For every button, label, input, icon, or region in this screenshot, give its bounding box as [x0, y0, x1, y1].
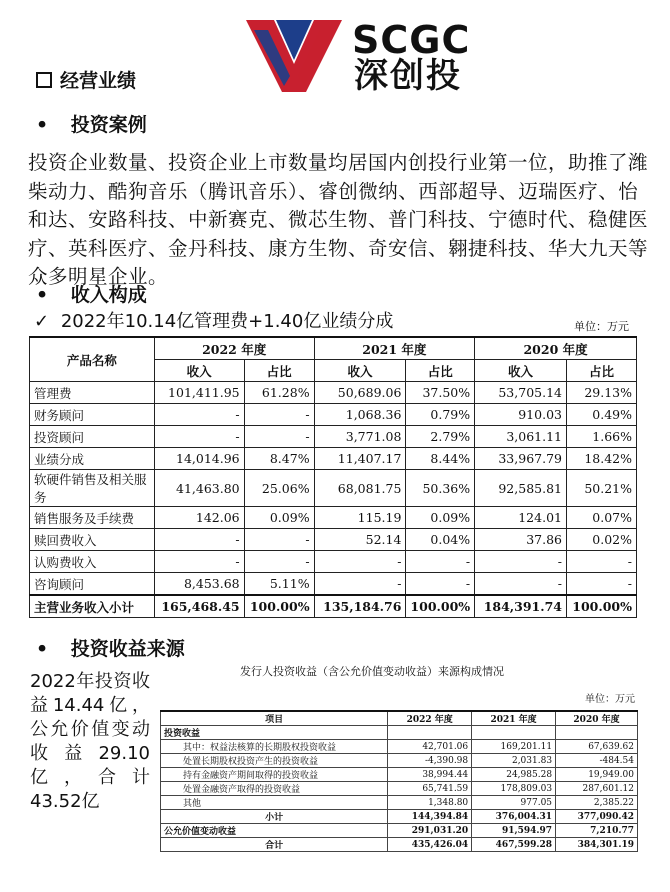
revenue-summary-line	[34, 307, 393, 333]
section-label: 投资收益	[161, 726, 388, 740]
cell: 50,689.06	[314, 382, 406, 404]
investment-unit: 单位：万元	[585, 694, 635, 705]
investment-table-caption: 发行人投资收益（含公允价值变动收益）来源构成情况	[240, 665, 504, 678]
year-2020: 2020 年度	[475, 337, 637, 360]
cell: 50.21%	[566, 470, 636, 507]
revenue-table	[29, 336, 637, 618]
row-label: 软硬件销售及相关服务	[30, 470, 155, 507]
cell	[472, 726, 556, 740]
cell: 0.02%	[566, 529, 636, 551]
cell: -4,390.98	[388, 754, 472, 768]
row-label: 认购费收入	[30, 551, 155, 573]
year-2021: 2021 年度	[314, 337, 475, 360]
cell: -	[475, 551, 567, 573]
row-label: 赎回费收入	[30, 529, 155, 551]
cell: -	[244, 529, 314, 551]
table-row	[30, 470, 637, 507]
cell: 376,004.31	[472, 810, 556, 824]
table-row	[161, 740, 638, 754]
row-label: 小计	[161, 810, 388, 824]
cell: 8.47%	[244, 448, 314, 470]
cell: 0.09%	[244, 507, 314, 529]
cell: 100.00%	[406, 595, 475, 618]
cell: 101,411.95	[154, 382, 244, 404]
cell: 37.50%	[406, 382, 475, 404]
row-label: 业绩分成	[30, 448, 155, 470]
cell: -	[154, 404, 244, 426]
row-label: 合计	[161, 838, 388, 852]
cell: 7,210.77	[556, 824, 638, 838]
cell: 91,594.97	[472, 824, 556, 838]
row-label: 投资顾问	[30, 426, 155, 448]
checkbox-square-icon	[36, 72, 52, 88]
cell: 0.49%	[566, 404, 636, 426]
row-label: 财务顾问	[30, 404, 155, 426]
cell: 165,468.45	[154, 595, 244, 618]
table-row	[30, 573, 637, 596]
table-total-row	[30, 595, 637, 618]
subheading-investment-cases	[36, 110, 147, 137]
bullet-icon: •	[36, 114, 49, 136]
subheading-text: 投资案例	[70, 114, 147, 136]
cell: 50.36%	[406, 470, 475, 507]
row-label: 管理费	[30, 382, 155, 404]
row-label: 持有金融资产期间取得的投资收益	[161, 768, 388, 782]
cell: 1.66%	[566, 426, 636, 448]
cell: 3,061.11	[475, 426, 567, 448]
cell: 14,014.96	[154, 448, 244, 470]
cell: 169,201.11	[472, 740, 556, 754]
cell: 24,985.28	[472, 768, 556, 782]
section-title-text: 经营业绩	[60, 70, 137, 92]
cell: 53,705.14	[475, 382, 567, 404]
cell: -	[314, 573, 406, 596]
row-label: 公允价值变动收益	[161, 824, 388, 838]
table-row	[161, 782, 638, 796]
cell	[388, 726, 472, 740]
cell: 18.42%	[566, 448, 636, 470]
subheading-text: 收入构成	[70, 284, 147, 306]
investment-income-table	[160, 710, 638, 852]
cell: 1,068.36	[314, 404, 406, 426]
cell: 29.13%	[566, 382, 636, 404]
cell: 33,967.79	[475, 448, 567, 470]
subheading-investment-income	[36, 634, 185, 661]
cell: 0.09%	[406, 507, 475, 529]
year-2022: 2022 年度	[154, 337, 314, 360]
cell: -	[475, 573, 567, 596]
col-income: 收入	[314, 360, 406, 382]
cell: 377,090.42	[556, 810, 638, 824]
cell: -	[244, 426, 314, 448]
logo-text-cn: 深创投	[354, 56, 462, 96]
scgc-logo-icon	[246, 20, 342, 92]
cell: -	[154, 426, 244, 448]
fair-value-row	[161, 824, 638, 838]
cell: 977.05	[472, 796, 556, 810]
col-share: 占比	[244, 360, 314, 382]
cell: 8,453.68	[154, 573, 244, 596]
section-title	[36, 66, 136, 93]
cell: 287,601.12	[556, 782, 638, 796]
col-share: 占比	[566, 360, 636, 382]
cell: 67,639.62	[556, 740, 638, 754]
cell: -	[154, 529, 244, 551]
col-income: 收入	[154, 360, 244, 382]
cell: 100.00%	[244, 595, 314, 618]
col-share: 占比	[406, 360, 475, 382]
col-2022: 2022 年度	[388, 711, 472, 726]
cell: 52.14	[314, 529, 406, 551]
cell: 8.44%	[406, 448, 475, 470]
cell: 42,701.06	[388, 740, 472, 754]
cell: 467,599.28	[472, 838, 556, 852]
cell: 0.07%	[566, 507, 636, 529]
investment-cases-paragraph: 投资企业数量、投资企业上市数量均居国内创投行业第一位，助推了潍柴动力、酷狗音乐（腾讯音乐）、睿创微纳、西部超导、迈瑞医疗、怡和达、安路科技、中新赛克、微芯生物、普门科技、宁德时代、稳健医疗、英科医疗、金丹科技、康方生物、奇安信、翱捷科技、华大九天等众多明星企业。	[28, 151, 649, 288]
cell: 135,184.76	[314, 595, 406, 618]
cell: 68,081.75	[314, 470, 406, 507]
row-label: 主营业务收入小计	[30, 595, 155, 618]
table-row	[161, 726, 638, 740]
cell: 184,391.74	[475, 595, 567, 618]
revenue-summary-text: 2022年10.14亿管理费+1.40亿业绩分成	[60, 311, 394, 332]
cell: 384,301.19	[556, 838, 638, 852]
col-income: 收入	[475, 360, 567, 382]
subtotal-row	[161, 810, 638, 824]
cell: 92,585.81	[475, 470, 567, 507]
subheading-revenue	[36, 280, 147, 307]
cell: -	[566, 551, 636, 573]
cell	[556, 726, 638, 740]
table-row	[30, 448, 637, 470]
subheading-text: 投资收益来源	[70, 638, 185, 660]
cell: 38,994.44	[388, 768, 472, 782]
cell: -	[314, 551, 406, 573]
cell: 435,426.04	[388, 838, 472, 852]
table-row	[30, 382, 637, 404]
table-row	[30, 507, 637, 529]
table-row	[30, 529, 637, 551]
cell: 5.11%	[244, 573, 314, 596]
row-label: 处置金融资产取得的投资收益	[161, 782, 388, 796]
logo-text-en: SCGC	[352, 18, 471, 62]
row-label: 销售服务及手续费	[30, 507, 155, 529]
row-label: 咨询顾问	[30, 573, 155, 596]
cell: 910.03	[475, 404, 567, 426]
cell: 19,949.00	[556, 768, 638, 782]
cell: -	[244, 551, 314, 573]
table-row	[30, 426, 637, 448]
table-row	[30, 551, 637, 573]
cell: 144,394.84	[388, 810, 472, 824]
cell: 100.00%	[566, 595, 636, 618]
cell: 124.01	[475, 507, 567, 529]
table-row	[30, 404, 637, 426]
cell: -	[244, 404, 314, 426]
row-label: 其他	[161, 796, 388, 810]
cell: 115.19	[314, 507, 406, 529]
cell: -	[566, 573, 636, 596]
cell: 37.86	[475, 529, 567, 551]
cell: 2,031.83	[472, 754, 556, 768]
bullet-icon: •	[36, 284, 49, 306]
col-2020: 2020 年度	[556, 711, 638, 726]
table-row	[161, 796, 638, 810]
col-product: 产品名称	[30, 337, 155, 382]
cell: 291,031.20	[388, 824, 472, 838]
investment-income-summary: 2022年投资收益14.44亿，公允价值变动收益29.10亿，合计43.52亿	[30, 671, 150, 812]
cell: -	[154, 551, 244, 573]
checkmark-icon: ✓	[34, 311, 50, 332]
cell: -484.54	[556, 754, 638, 768]
cell: 11,407.17	[314, 448, 406, 470]
revenue-unit: 单位：万元	[574, 320, 629, 333]
col-item: 项目	[161, 711, 388, 726]
cell: 1,348.80	[388, 796, 472, 810]
cell: 178,809.03	[472, 782, 556, 796]
cell: 61.28%	[244, 382, 314, 404]
col-2021: 2021 年度	[472, 711, 556, 726]
cell: 142.06	[154, 507, 244, 529]
cell: 41,463.80	[154, 470, 244, 507]
cell: 2,385.22	[556, 796, 638, 810]
cell: -	[406, 573, 475, 596]
total-row	[161, 838, 638, 852]
row-label: 其中：权益法核算的长期股权投资收益	[161, 740, 388, 754]
cell: -	[406, 551, 475, 573]
cell: 25.06%	[244, 470, 314, 507]
cell: 2.79%	[406, 426, 475, 448]
cell: 0.04%	[406, 529, 475, 551]
table-row	[161, 768, 638, 782]
cell: 65,741.59	[388, 782, 472, 796]
cell: 0.79%	[406, 404, 475, 426]
row-label: 处置长期股权投资产生的投资收益	[161, 754, 388, 768]
bullet-icon: •	[36, 638, 49, 660]
cell: 3,771.08	[314, 426, 406, 448]
table-row	[161, 754, 638, 768]
